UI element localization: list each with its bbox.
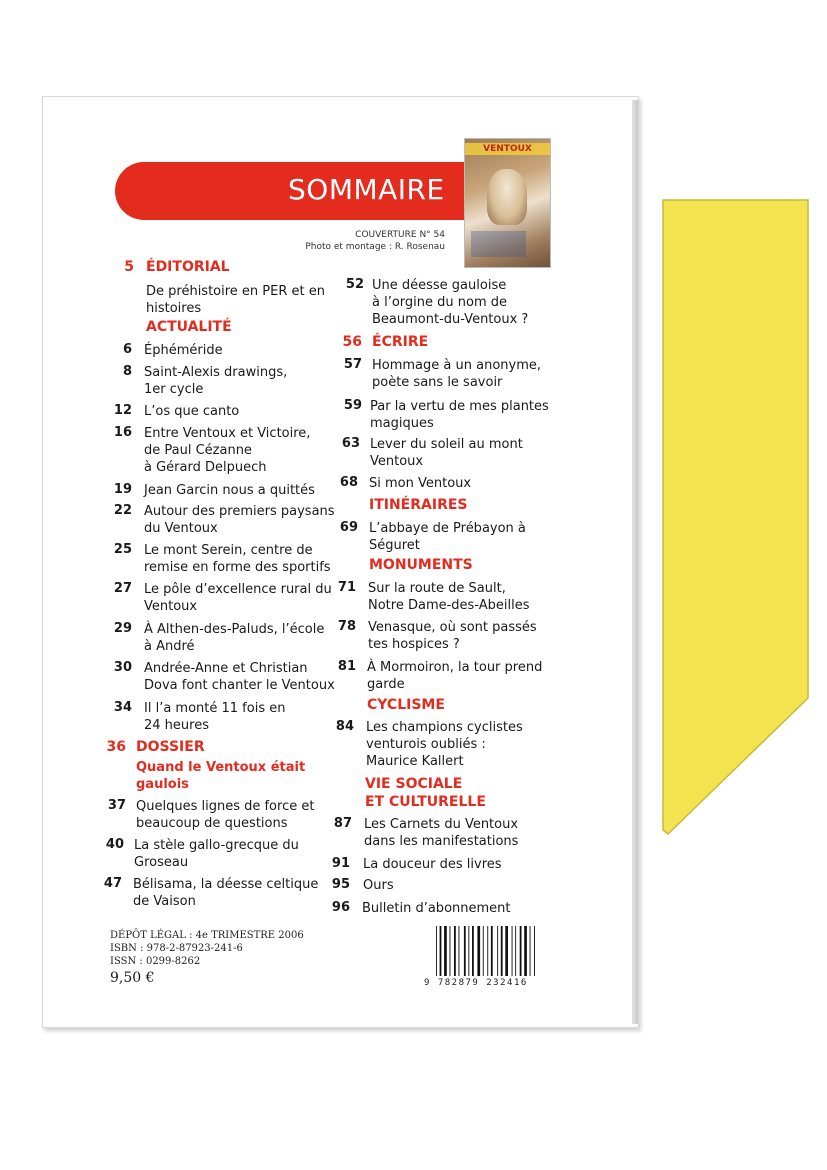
toc-entry-line: Le pôle d’excellence rural du (144, 582, 332, 597)
section-heading-vie-sociale: VIE SOCIALE (365, 776, 463, 792)
toc-entry-line: À Mormoiron, la tour prend (367, 660, 543, 675)
toc-entry-line: Jean Garcin nous a quittés (144, 483, 315, 498)
toc-entry-line: à Gérard Delpuech (144, 460, 267, 475)
cover-thumbnail-title: VENTOUX (465, 143, 550, 155)
toc-entry-line: magiques (370, 416, 434, 431)
section-heading-editorial: ÉDITORIAL (146, 259, 230, 275)
toc-page-number: 6 (122, 342, 132, 357)
toc-entry-line: Lever du soleil au mont (370, 437, 523, 452)
toc-entry-line: Ventoux (144, 599, 198, 614)
toc-entry-line: Hommage à un anonyme, (372, 358, 541, 373)
toc-entry-line: Bélisama, la déesse celtique (133, 877, 319, 892)
page-edge (632, 100, 638, 1024)
toc-entry-line: Saint-Alexis drawings, (144, 365, 288, 380)
toc-entry-line: La stèle gallo-grecque du (134, 838, 299, 853)
toc-page-number: 96 (331, 900, 350, 915)
section-heading-cyclisme: CYCLISME (367, 697, 445, 713)
cover-figure-image (487, 169, 527, 225)
yellow-bookmark (660, 198, 810, 836)
toc-entry-line: Andrée-Anne et Christian (144, 661, 308, 676)
toc-entry-line: Notre Dame-des-Abeilles (368, 598, 530, 613)
toc-entry-line: L’os que canto (144, 404, 240, 419)
toc-entry-line: à André (144, 639, 195, 654)
toc-entry-line: 24 heures (144, 718, 209, 733)
section-heading-monuments: MONUMENTS (369, 557, 473, 573)
toc-page-number: 16 (113, 425, 132, 440)
toc-page-number: 59 (343, 398, 362, 413)
toc-page-number: 91 (331, 856, 350, 871)
barcode-number: 9 782879 232416 (424, 978, 528, 988)
toc-entry-line: Autour des premiers paysans (144, 504, 335, 519)
toc-page-number: 8 (122, 364, 132, 379)
toc-page-number: 78 (337, 619, 356, 634)
dossier-subtitle: gaulois (136, 777, 189, 792)
toc-page-number: 52 (345, 277, 364, 292)
toc-entry-line: de Vaison (133, 894, 196, 909)
toc-entry-line: La douceur des livres (363, 857, 502, 872)
toc-page-number: 22 (113, 503, 132, 518)
toc-entry-line: Quelques lignes de force et (136, 799, 315, 814)
toc-entry-line: L’abbaye de Prébayon à (369, 521, 526, 536)
toc-entry-line: dans les manifestations (364, 834, 519, 849)
toc-entry-line: de Paul Cézanne (144, 443, 252, 458)
toc-entry-line: Dova font chanter le Ventoux (144, 678, 335, 693)
toc-page-number: 19 (113, 482, 132, 497)
toc-entry-line: garde (367, 677, 405, 692)
toc-page-number: 5 (124, 259, 134, 275)
toc-page-number: 56 (342, 334, 362, 350)
section-heading-dossier: DOSSIER (136, 739, 205, 755)
toc-page-number: 68 (339, 475, 358, 490)
cover-band (471, 231, 526, 257)
photo-credit: Photo et montage : R. Rosenau (305, 242, 445, 252)
section-heading-vie-sociale: ET CULTURELLE (365, 794, 486, 810)
toc-entry-line: Séguret (369, 538, 420, 553)
toc-page-number: 12 (113, 403, 132, 418)
toc-entry-line: Le mont Serein, centre de (144, 543, 313, 558)
cover-thumbnail (464, 138, 551, 268)
toc-entry-line: à l’orgine du nom de (372, 295, 508, 310)
toc-entry-line: poète sans le savoir (372, 375, 503, 390)
toc-entry-line: tes hospices ? (368, 637, 460, 652)
toc-page-number: 87 (333, 816, 352, 831)
toc-entry-line: venturois oubliés : (366, 737, 486, 752)
toc-entry-line: 1er cycle (144, 382, 204, 397)
page-title: SOMMAIRE (288, 173, 445, 206)
toc-entry-line: Si mon Ventoux (369, 476, 472, 491)
toc-entry-line: Une déesse gauloise (372, 278, 507, 293)
section-heading-ecrire: ÉCRIRE (372, 334, 429, 350)
price: 9,50 € (110, 970, 155, 986)
toc-page-number: 34 (113, 700, 132, 715)
toc-page-number: 57 (343, 357, 362, 372)
toc-entry-line: Venasque, où sont passés (368, 620, 537, 635)
toc-entry-line: Ours (363, 878, 394, 893)
toc-entry-line: Entre Ventoux et Victoire, (144, 426, 311, 441)
isbn-text: ISBN : 978-2-87923-241-6 (110, 943, 243, 954)
toc-entry-line: beaucoup de questions (136, 816, 288, 831)
toc-entry-line: Les champions cyclistes (366, 720, 523, 735)
section-heading-actualite: ACTUALITÉ (146, 319, 232, 335)
toc-entry-line: histoires (146, 301, 202, 316)
toc-page-number: 25 (113, 542, 132, 557)
toc-entry-line: À Althen-des-Paluds, l’école (144, 622, 325, 637)
barcode-image (434, 926, 538, 976)
toc-page-number: 95 (331, 877, 350, 892)
issn-text: ISSN : 0299-8262 (110, 956, 201, 967)
toc-page-number: 69 (339, 520, 358, 535)
toc-entry-line: Les Carnets du Ventoux (364, 817, 519, 832)
toc-entry-line: Éphéméride (144, 343, 223, 358)
toc-page-number: 63 (341, 436, 360, 451)
toc-entry-line: Par la vertu de mes plantes (370, 399, 549, 414)
toc-entry-line: Bulletin d’abonnement (362, 901, 511, 916)
toc-entry-line: Ventoux (370, 454, 424, 469)
toc-page-number: 36 (106, 739, 126, 755)
toc-entry-line: remise en forme des sportifs (144, 560, 331, 575)
toc-page-number: 27 (113, 581, 132, 596)
toc-entry-line: Sur la route de Sault, (368, 581, 506, 596)
cover-number: COUVERTURE N° 54 (355, 230, 445, 240)
toc-page-number: 40 (105, 837, 124, 852)
toc-page-number: 37 (107, 798, 126, 813)
toc-page-number: 47 (103, 876, 122, 891)
toc-entry-line: Maurice Kallert (366, 754, 464, 769)
toc-entry-line: De préhistoire en PER et en (146, 284, 325, 299)
toc-entry-line: du Ventoux (144, 521, 218, 536)
legal-deposit: DÉPÔT LÉGAL : 4e TRIMESTRE 2006 (110, 930, 304, 941)
section-heading-itineraires: ITINÉRAIRES (369, 497, 468, 513)
toc-page-number: 84 (335, 719, 354, 734)
toc-entry-line: Il l’a monté 11 fois en (144, 701, 286, 716)
toc-page-number: 81 (337, 659, 356, 674)
toc-page-number: 71 (337, 580, 356, 595)
dossier-subtitle: Quand le Ventoux était (136, 760, 306, 775)
toc-entry-line: Beaumont-du-Ventoux ? (372, 312, 529, 327)
toc-entry-line: Groseau (134, 855, 189, 870)
toc-page-number: 29 (113, 621, 132, 636)
toc-page-number: 30 (113, 660, 132, 675)
